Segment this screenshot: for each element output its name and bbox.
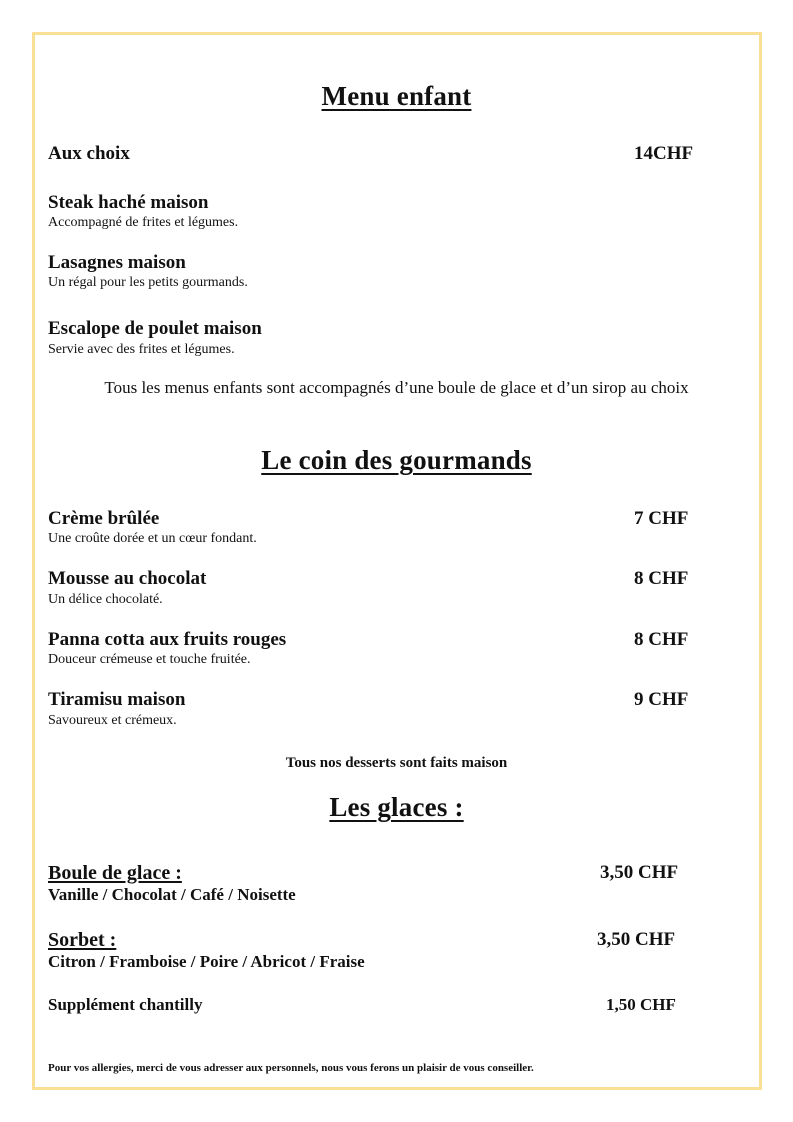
boule-flavors: Vanille / Chocolat / Café / Noisette bbox=[48, 885, 296, 904]
choice-label: Aux choix bbox=[48, 143, 130, 164]
section-title-menu-enfant: Menu enfant bbox=[321, 81, 472, 111]
menu-item-desc: Un régal pour les petits gourmands. bbox=[48, 275, 248, 290]
sorbet-flavors: Citron / Framboise / Poire / Abricot / Fraise bbox=[48, 952, 365, 971]
dessert-desc: Douceur crémeuse et touche fruitée. bbox=[48, 652, 251, 667]
menu-enfant-note: Tous les menus enfants sont accompagnés d’une boule de glace et d’un sirop au choix bbox=[104, 378, 689, 397]
dessert-price: 9 CHF bbox=[634, 689, 689, 710]
allergy-footer: Pour vos allergies, merci de vous adresser aux personnels, nous vous ferons un plaisir de vous conseiller. bbox=[48, 1062, 534, 1074]
menu-item-name: Lasagnes maison bbox=[48, 252, 186, 273]
menu-item-name: Escalope de poulet maison bbox=[48, 318, 262, 339]
section-title-gourmands: Le coin des gourmands bbox=[261, 445, 532, 475]
dessert-name: Tiramisu maison bbox=[48, 689, 186, 710]
dessert-price: 8 CHF bbox=[634, 568, 689, 589]
dessert-desc: Un délice chocolaté. bbox=[48, 592, 163, 607]
menu-item-desc: Accompagné de frites et légumes. bbox=[48, 215, 239, 230]
dessert-name: Panna cotta aux fruits rouges bbox=[48, 629, 287, 650]
choice-price: 14CHF bbox=[634, 143, 694, 164]
section-title-glaces: Les glaces : bbox=[329, 792, 464, 822]
dessert-name: Crème brûlée bbox=[48, 508, 160, 529]
desserts-note: Tous nos desserts sont faits maison bbox=[285, 755, 508, 771]
sorbet-price: 3,50 CHF bbox=[597, 929, 676, 950]
chantilly-price: 1,50 CHF bbox=[606, 995, 676, 1014]
boule-price: 3,50 CHF bbox=[600, 862, 679, 883]
boule-label: Boule de glace : bbox=[48, 862, 182, 884]
dessert-desc: Une croûte dorée et un cœur fondant. bbox=[48, 531, 257, 546]
dessert-price: 7 CHF bbox=[634, 508, 689, 529]
menu-item-name: Steak haché maison bbox=[48, 192, 209, 213]
dessert-name: Mousse au chocolat bbox=[48, 568, 207, 589]
chantilly-label: Supplément chantilly bbox=[48, 995, 203, 1014]
dessert-price: 8 CHF bbox=[634, 629, 689, 650]
sorbet-label: Sorbet : bbox=[48, 929, 117, 951]
dessert-desc: Savoureux et crémeux. bbox=[48, 713, 177, 728]
menu-item-desc: Servie avec des frites et légumes. bbox=[48, 342, 235, 357]
